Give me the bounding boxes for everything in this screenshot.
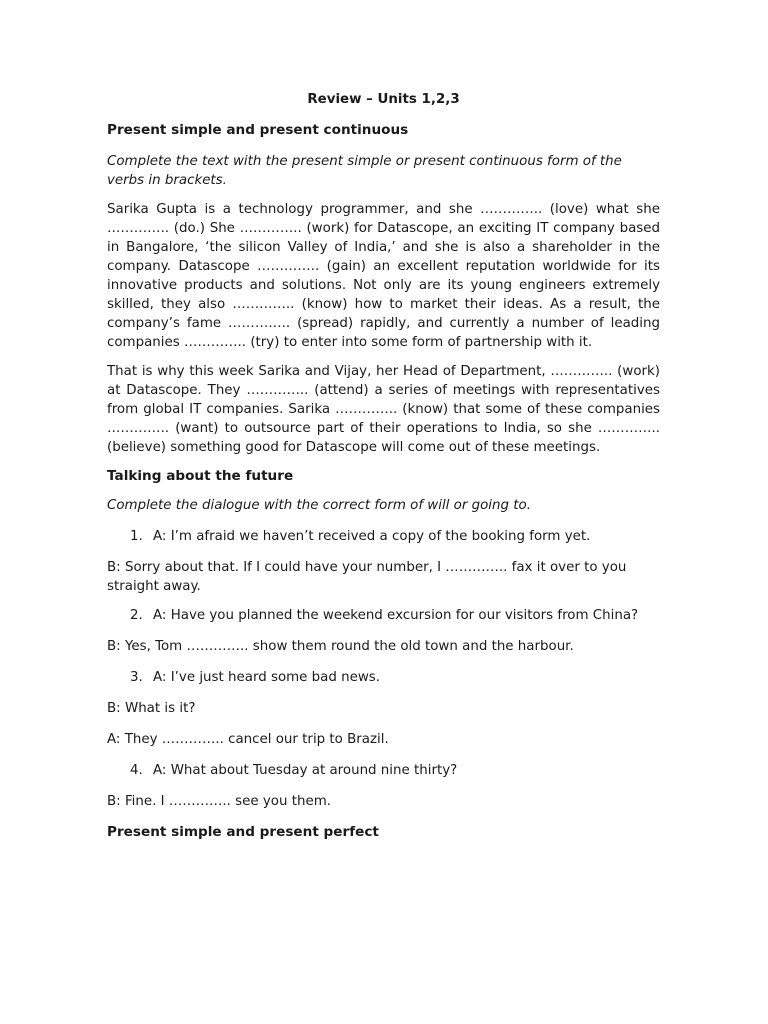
paragraph-meetings: That is why this week Sarika and Vijay, her Head of Department, ………….. (work) at Datascope. They ………….. (attend) a series of meetings with representatives from global IT companies. Sarika ………….. (know) that some of these companies ………….. (want) to outsource part of their operations to India, so she ………….. (believe) something good for Datascope will come out of these meetings. [107, 364, 660, 455]
paragraph-sarika: Sarika Gupta is a technology programmer, and she ………….. (love) what she ………….. (do.) She ………….. (work) for Datascope, an exciting IT company based in Bangalore, ‘the silicon Valley of India,’ and she is also a shareholder in the company. Datascope ………….. (gain) an excellent reputation worldwide for its innovative products and solutions. Not only are its young engineers extremely skilled, they also ………….. (know) how to market their ideas. As a result, the company’s fame ………….. (spread) rapidly, and currently a number of leading companies ………….. (try) to enter into some form of partnership with it. [107, 202, 660, 350]
section-heading-present-perfect: Present simple and present perfect [107, 824, 379, 840]
dialogue-line: A: What about Tuesday at around nine thirty? [153, 763, 458, 778]
dialogue-line: A: I’ve just heard some bad news. [153, 670, 381, 685]
dialogue-line: B: Sorry about that. If I could have your number, I ………….. fax it over to you straight away. [107, 560, 627, 594]
dialogue-line: B: Yes, Tom ………….. show them round the old town and the harbour. [107, 639, 574, 654]
instruction-text: Complete the text with the present simple or present continuous form of the verbs in brackets. [107, 154, 622, 188]
list-number: 4. [130, 763, 143, 778]
dialogue-line: B: What is it? [107, 701, 196, 716]
list-number: 3. [130, 670, 143, 685]
list-number: 1. [130, 529, 143, 544]
list-number: 2. [130, 608, 143, 623]
dialogue-line: B: Fine. I ………….. see you them. [107, 794, 332, 809]
dialogue-line: A: Have you planned the weekend excursion for our visitors from China? [153, 608, 639, 623]
list-item [107, 761, 660, 780]
list-item [107, 668, 660, 687]
dialogue-line: A: I’m afraid we haven’t received a copy of the booking form yet. [153, 529, 591, 544]
list-item [107, 606, 660, 625]
list-item [107, 527, 660, 546]
section-heading-future: Talking about the future [107, 468, 294, 484]
section-heading-present-simple-continuous: Present simple and present continuous [107, 122, 409, 138]
page-title: Review – Units 1,2,3 [307, 92, 460, 107]
instruction-text: Complete the dialogue with the correct form of will or going to. [107, 498, 531, 513]
document-page [107, 90, 660, 854]
dialogue-line: A: They ………….. cancel our trip to Brazil. [107, 732, 389, 747]
